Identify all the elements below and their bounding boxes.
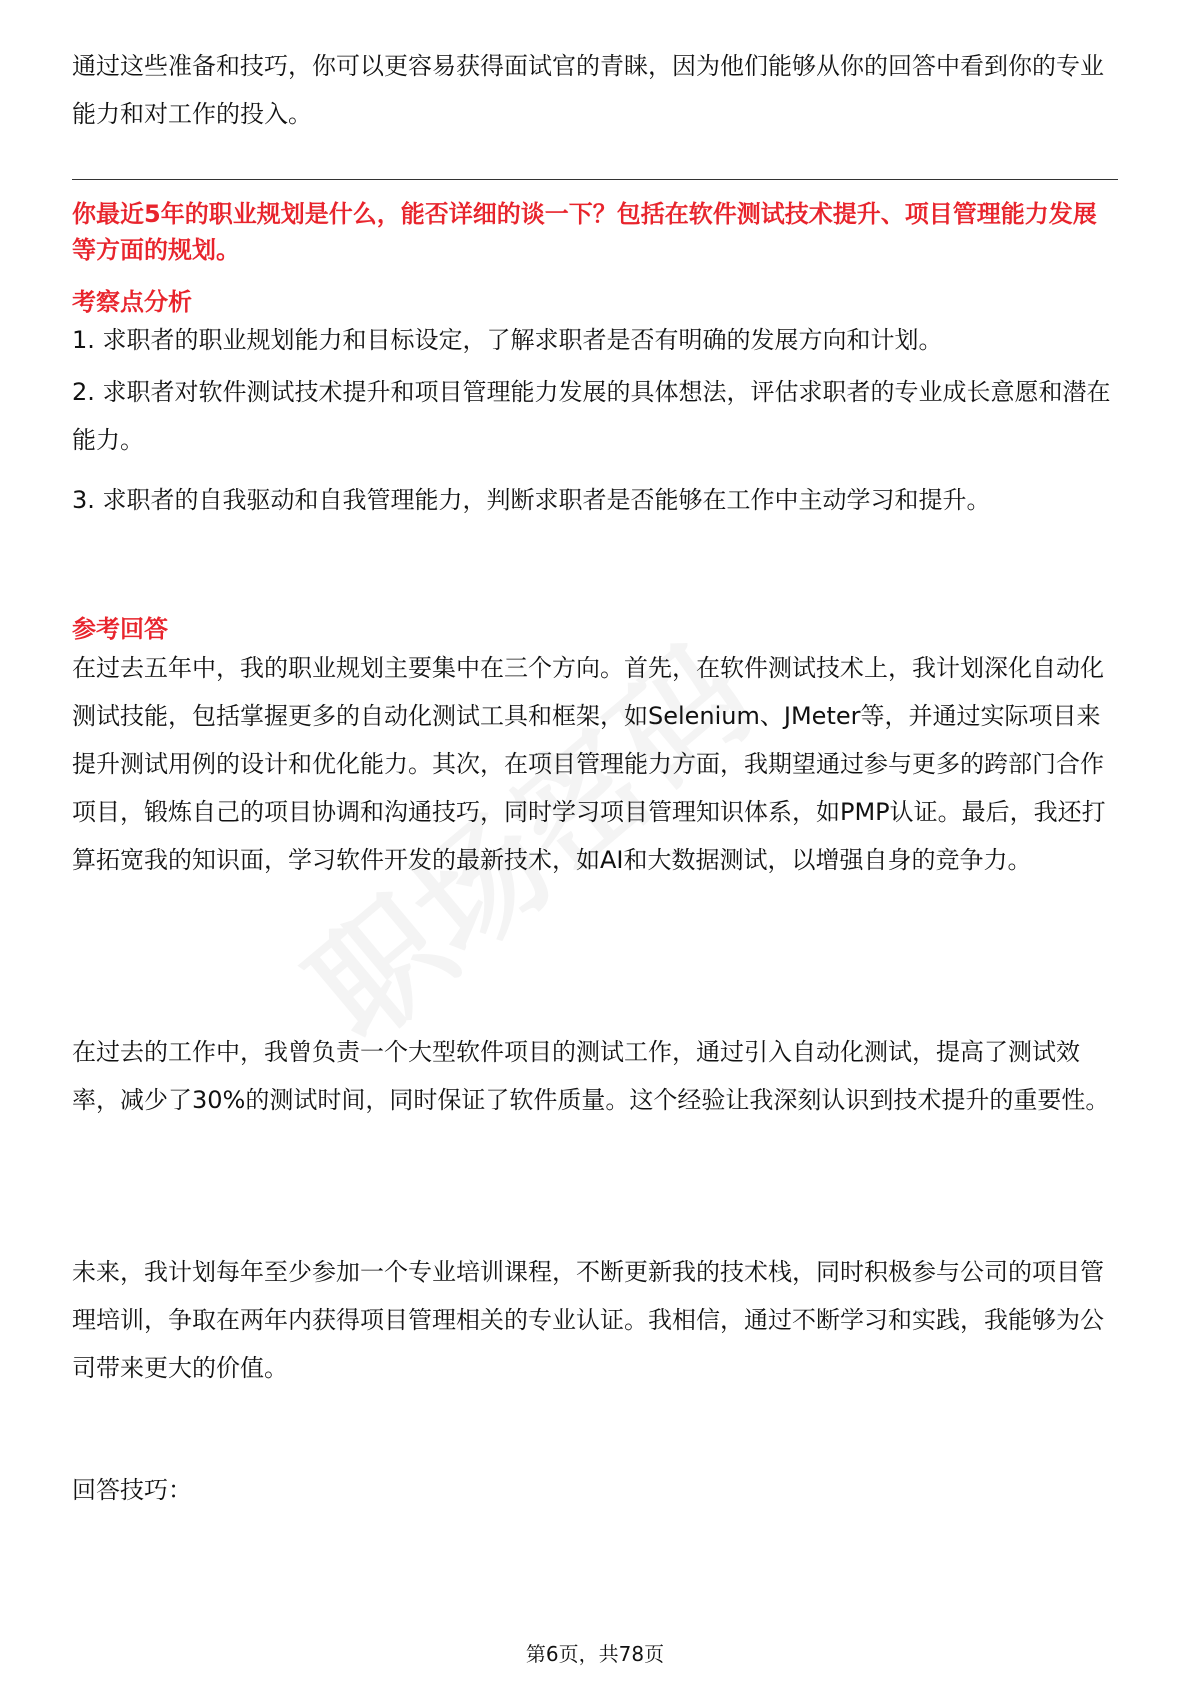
- analysis-point-3: 3. 求职者的自我驱动和自我管理能力，判断求职者是否能够在工作中主动学习和提升。: [72, 486, 991, 514]
- analysis-heading: 考察点分析: [72, 288, 192, 316]
- answer-paragraph-1: 在过去五年中，我的职业规划主要集中在三个方向。首先，在软件测试技术上，我计划深化自动化测试技能，包括掌握更多的自动化测试工具和框架，如Selenium、JMeter等，并通过实际项目来提升测试用例的设计和优化能力。其次，在项目管理能力方面，我期望通过参与更多的跨部门合作项目，锻炼自己的项目协调和沟通技巧，同时学习项目管理知识体系，如PMP认证。最后，我还打算拓宽我的知识面，学习软件开发的最新技术，如AI和大数据测试，以增强自身的竞争力。: [72, 654, 1106, 874]
- answer-paragraph-3: 未来，我计划每年至少参加一个专业培训课程，不断更新我的技术栈，同时积极参与公司的项目管理培训，争取在两年内获得项目管理相关的专业认证。我相信，通过不断学习和实践，我能够为公司带来更大的价值。: [72, 1258, 1104, 1382]
- answer-heading: 参考回答: [72, 615, 168, 643]
- section-divider: [72, 179, 1118, 180]
- intro-paragraph: 通过这些准备和技巧，你可以更容易获得面试官的青睐，因为他们能够从你的回答中看到你的专业能力和对工作的投入。: [72, 52, 1104, 128]
- analysis-point-2: 2. 求职者对软件测试技术提升和项目管理能力发展的具体想法，评估求职者的专业成长意愿和潜在能力。: [72, 378, 1111, 454]
- tips-label: 回答技巧：: [72, 1476, 192, 1504]
- answer-paragraph-2: 在过去的工作中，我曾负责一个大型软件项目的测试工作，通过引入自动化测试，提高了测试效率，减少了30%的测试时间，同时保证了软件质量。这个经验让我深刻认识到技术提升的重要性。: [72, 1038, 1110, 1114]
- page-footer: 第6页，共78页: [525, 1642, 665, 1666]
- question-title: 你最近5年的职业规划是什么，能否详细的谈一下？包括在软件测试技术提升、项目管理能力发展等方面的规划。: [72, 200, 1097, 264]
- analysis-point-1: 1. 求职者的职业规划能力和目标设定，了解求职者是否有明确的发展方向和计划。: [72, 326, 943, 354]
